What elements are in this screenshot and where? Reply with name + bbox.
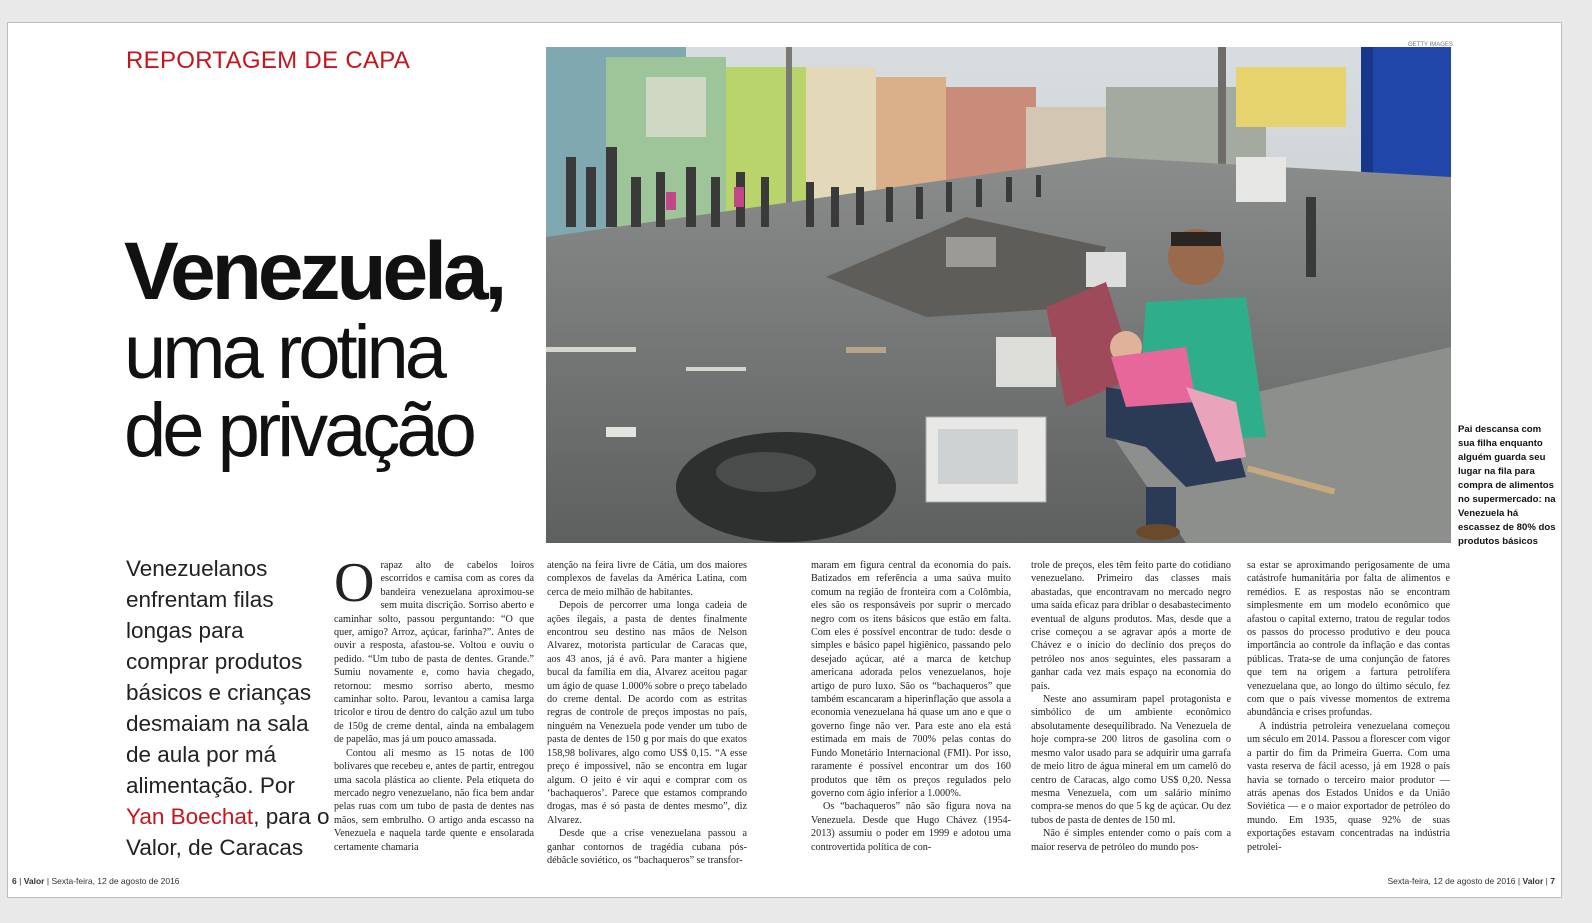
paragraph: A indústria petroleira venezuelana começou um século em 2014. Passou a florescer com vigor a partir do fim da Primeira Guerra. Com uma vasta reserva de fácil acesso, já em 1928 o país havia se tornado o terceiro maior produtor — atrás apenas dos Estados Unidos e da União Soviética — e o maior exportador de petróleo do mundo. Em 1935, quase 92% de suas exportações estavam concentradas na indústria petrolei-	[1247, 720, 1450, 853]
standfirst-suffix: , para o Valor, de Caracas	[126, 804, 330, 860]
paragraph: maram em figura central da economia do país. Batizados em referência a uma saúva muito comum na região de fronteira com a Colômbia, eles são os responsáveis por suprir o mercado negro com os itens básicos que estão em falta. Com eles é possível encontrar de tudo: desde o simples e básico papel higiênico, passando pelo desejado açúcar, até a marca de ketchup americana adorada pelos venezuelanos, hoje artigo de puro luxo. São os “bachaqueros” que também escancaram a hiperinflação que assola a economia venezuelana há quase um ano e que o governo finge não ver. Para este ano ela está estimada em mais de 700% pelas contas do Fundo Monetário Internacional (FMI). Por isso, raramente é possível encontrar um dos 160 produtos que têm os preços regulados pelo governo com ágio inferior a 1.000%.	[811, 560, 1011, 799]
paragraph: Desde que a crise venezuelana passou a ganhar contornos de tragédia cubana pós-débâcle soviético, os “bachaqueros” se transfor-	[547, 828, 747, 866]
headline-line-3: de privação	[124, 388, 473, 473]
footer-left	[12, 876, 180, 886]
lead-photo	[546, 47, 1451, 543]
body-column-4	[1031, 559, 1231, 854]
date-right: Sexta-feira, 12 de agosto de 2016	[1387, 876, 1516, 886]
page-number-left: 6	[12, 876, 17, 886]
brand-right: Valor	[1522, 876, 1544, 886]
paragraph: Neste ano assumiram papel protagonista e simbólico de um ambiente econômico absolutamente desequilibrado. Na Venezuela de hoje compra-se 200 litros de gasolina com o mesmo valor usado para se adquirir uma garrafa de meio litro de água mineral em um camelô do centro de Caracas, algo como US$ 0,20. Nessa mesma Venezuela, com um salário mínimo compra-se menos do que 5 kg de açúcar. Ou dez tubos de pasta de dentes de 150 ml.	[1031, 694, 1231, 826]
street-scene-illustration	[546, 47, 1451, 543]
footer-right	[1387, 876, 1555, 886]
footer-separator: |	[19, 876, 22, 886]
page-number-right: 7	[1550, 876, 1555, 886]
paragraph: atenção na feira livre de Cátia, um dos maiores complexos de favelas da América Latina, com cerca de meio milhão de habitantes.	[547, 560, 747, 598]
newspaper-spread	[7, 22, 1562, 898]
body-column-1	[334, 552, 534, 854]
footer-separator: |	[1517, 876, 1521, 886]
headline-line-1: Venezuela,	[124, 226, 504, 317]
paragraph: Os “bachaqueros” não são figura nova na Venezuela. Desde que Hugo Chávez (1954-2013) assumiu o poder em 1999 e adotou uma controvertida política de con-	[811, 801, 1011, 853]
paragraph: Não é simples entender como o país com a maior reserva de petróleo do mundo pos-	[1031, 828, 1231, 853]
photo-caption: Pai descansa com sua filha enquanto alguém guarda seu lugar na fila para compra de alimentos no supermercado: na Venezuela há escassez de 80% dos produtos básicos	[1458, 424, 1556, 547]
brand-left: Valor	[23, 876, 45, 886]
date-left: Sexta-feira, 12 de agosto de 2016	[51, 876, 180, 886]
author-byline: Yan Boechat	[126, 804, 254, 829]
headline-line-2: uma rotina	[124, 310, 444, 395]
paragraph: Contou ali mesmo as 15 notas de 100 bolívares que recebeu e, antes de partir, entregou uma sacola plástica ao cliente. Pela etiqueta do mercado negro venezuelano, não fica bem andar pelas ruas com um tubo de pasta de dentes nas mãos, sem embrulho. O artigo anda escasso na Venezuela e naquela tarde quente e ensolarada certamente chamaria	[334, 747, 534, 853]
standfirst-text: Venezuelanos enfrentam filas longas para comprar produtos básicos e crianças desmaiam na sala de aula por má alimentação. Por	[126, 556, 312, 798]
section-label: REPORTAGEM DE CAPA	[126, 47, 411, 74]
paragraph: Depois de percorrer uma longa cadeia de ações ilegais, a pasta de dentes finalmente encontrou seu destino nas mãos de Nelson Alvarez, motorista particular de Caracas que, aos 43 anos, já é avô. Para manter a higiene bucal da família em dia, Alvarez aceitou pagar um ágio de quase 1.000% sobre o preço tabelado do creme dental. De acordo com as estritas regras de controle de preços impostas no país, ninguém na Venezuela pode vender um tubo de pasta de dentes de 150 g por mais do que exatos 158,98 bolívares, algo como US$ 0,15. “A esse preço é impossível, não se encontra em lugar algum. O jeito é vir aqui e comprar com os ‘bachaqueros’. Parece que estamos comprando drogas, mas é só pasta de dentes mesmo”, diz Alvarez.	[547, 600, 747, 826]
standfirst	[126, 553, 331, 863]
paragraph: trole de preços, eles têm feito parte do cotidiano venezuelano. Primeiro das classes mais abastadas, que encontravam no mercado negro uma saída eficaz para driblar o desabastecimento eventual de alguns produtos. Mas, desde que a crise começou a se agravar após a morte de Chávez e o início do declínio dos preços do petróleo nos anos seguintes, eles passaram a ganhar cada vez mais espaço na economia do país.	[1031, 560, 1231, 692]
footer-separator: |	[46, 876, 50, 886]
headline	[124, 226, 544, 473]
drop-cap: O	[334, 552, 375, 614]
footer-separator: |	[1545, 876, 1548, 886]
body-column-3	[811, 559, 1011, 854]
paragraph: Orapaz alto de cabelos loiros escorridos e camisa com as cores da bandeira venezuelana aproximou-se sem muita discrição. Sorriso aberto e caminhar solto, passou perguntando: “O que quer, amigo? Arroz, açúcar, farinha?”. Antes de ouvir a resposta, afastou-se. Voltou e ouviu o pedido. “Um tubo de pasta de dentes. Grande.” Sumiu novamente e, como havia chegado, retornou: mesmo sorriso aberto, mesmo caminhar solto. Parou, levantou a camisa larga tricolor e tirou de dentro do calção azul um tubo de 150g de creme dental, ainda na embalagem de papelão, mas já um pouco amassada.	[334, 552, 534, 746]
photo-credit: GETTY IMAGES	[1408, 42, 1453, 48]
paragraph: sa estar se aproximando perigosamente de uma catástrofe humanitária por falta de alimentos e remédios. E as respostas não se encontram simplesmente em um modelo econômico que afastou o capital externo, tratou de regular todos os passos do processo produtivo e deu pouca importância ao controle da inflação e das contas públicas. Trata-se de uma conjunção de fatores que tem na origem a fartura petrolífera venezuelana que, ao longo do último século, fez com que o país vivesse momentos de extrema abundância e crises profundas.	[1247, 560, 1450, 719]
body-column-5	[1247, 559, 1450, 854]
body-column-2	[547, 559, 747, 867]
